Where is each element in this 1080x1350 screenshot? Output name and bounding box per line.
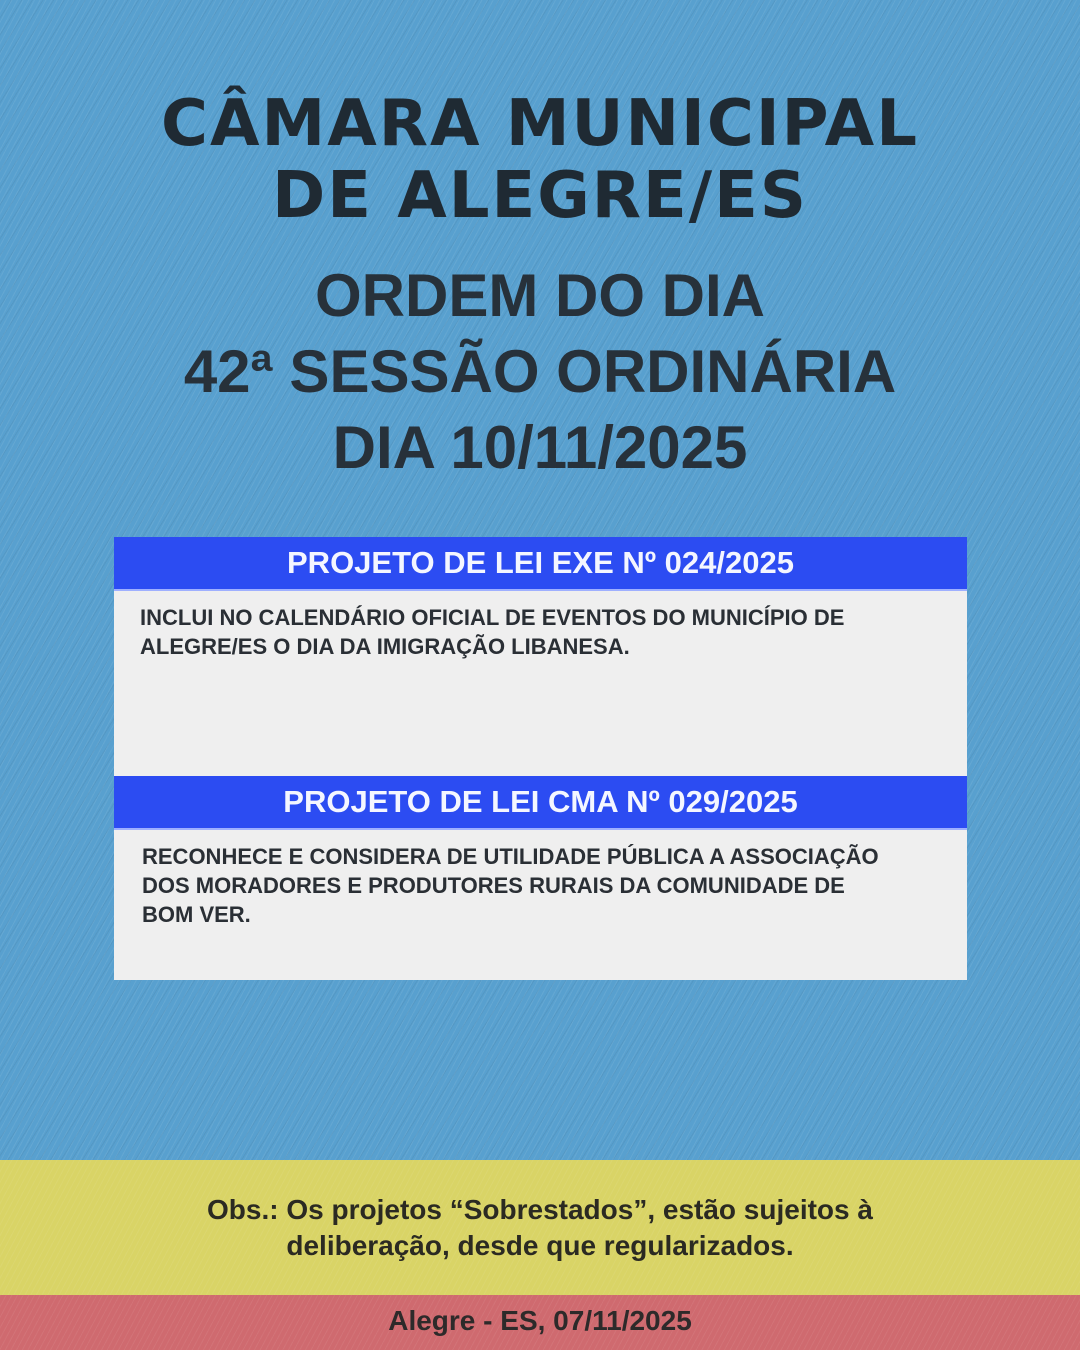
session-info <box>0 258 1080 486</box>
subtitle-line-3: DIA 10/11/2025 <box>332 414 748 481</box>
agenda-item-description <box>114 591 967 661</box>
description-line: RECONHECE E CONSIDERA DE UTILIDADE PÚBLICA A ASSOCIAÇÃO <box>142 844 879 869</box>
agenda-item-description <box>114 830 967 929</box>
agenda-item-title: PROJETO DE LEI EXE Nº 024/2025 <box>114 537 967 591</box>
agenda-item-1 <box>114 537 967 776</box>
title-line-1: CÂMARA MUNICIPAL <box>161 87 919 161</box>
subtitle-line-1: ORDEM DO DIA <box>315 262 765 329</box>
description-line: BOM VER. <box>142 902 251 927</box>
observation-note <box>0 1192 1080 1264</box>
description-line: ALEGRE/ES O DIA DA IMIGRAÇÃO LIBANESA. <box>140 634 630 659</box>
note-line-1: Obs.: Os projetos “Sobrestados”, estão sujeitos à <box>207 1194 873 1225</box>
description-line: DOS MORADORES E PRODUTORES RURAIS DA COMUNIDADE DE <box>142 873 845 898</box>
subtitle-line-2: 42ª SESSÃO ORDINÁRIA <box>183 338 897 405</box>
agenda-item-2 <box>114 776 967 980</box>
note-line-2: deliberação, desde que regularizados. <box>286 1230 794 1261</box>
description-line: INCLUI NO CALENDÁRIO OFICIAL DE EVENTOS DO MUNICÍPIO DE <box>140 605 845 630</box>
agenda-item-title: PROJETO DE LEI CMA Nº 029/2025 <box>114 776 967 830</box>
title-line-2: DE ALEGRE/ES <box>272 159 808 233</box>
footer-location-date: Alegre - ES, 07/11/2025 <box>388 1305 692 1336</box>
page-title <box>0 88 1080 232</box>
